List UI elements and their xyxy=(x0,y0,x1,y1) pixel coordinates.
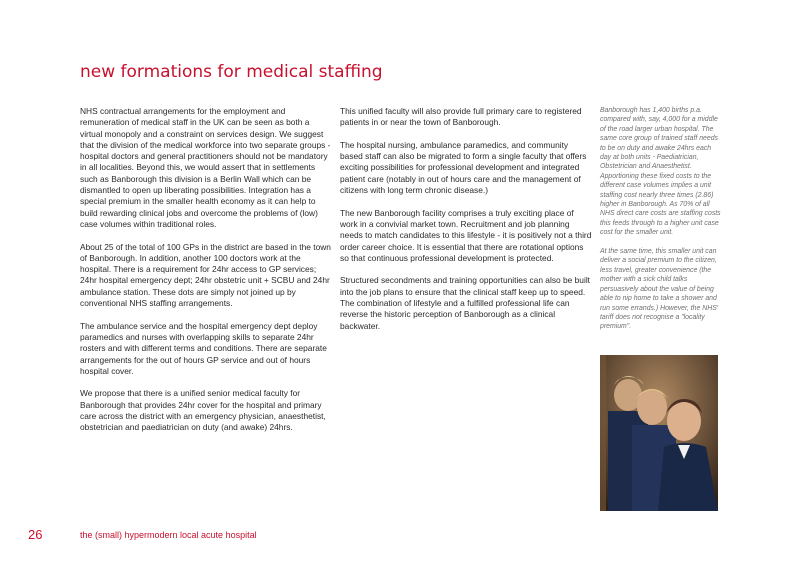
body-column-right xyxy=(340,106,592,343)
paragraph: The hospital nursing, ambulance paramedics, and community based staff can also be migrated to form a single faculty that offers exciting possibilities for professional development and integrated patient care (notably in out of hours care and the management of citizens with long term chronic disease.) xyxy=(340,139,587,196)
paragraph: The ambulance service and the hospital emergency dept deploy paramedics and nurses with overlapping skills to separate 24hr rosters and with different terms and conditions. There are separate arrangements for the out of hours GP service and out of hours hospital cover. xyxy=(80,320,327,376)
page-number: 26 xyxy=(28,527,43,542)
sidebar-note xyxy=(600,106,722,341)
sidebar-paragraph: At the same time, this smaller unit can deliver a social premium to the citizen, less travel, greater convenience (the mother with a sick child talks persuasively about the value of being able to nip home to take a shower and run some errands.) However, the NHS' tariff does not recognise a "locality premium". xyxy=(600,248,719,331)
sidebar-paragraph: Banborough has 1,400 births p.a. compared with, say, 4,000 for a middle of the road larger urban hospital. The same core group of trained staff needs to be on duty and awake 24hrs each day at both units - Paediatrician, Obstetrician and Anaesthetist. Apportioning these fixed costs to the different case volumes implies a unit staffing cost nearly three times (2.86) higher in Banborough. As 70% of all NHS direct care costs are staffing costs this feeds through to a higher unit case cost for the smaller unit. xyxy=(600,107,721,237)
paragraph: About 25 of the total of 100 GPs in the district are based in the town of Banborough. In addition, another 100 doctors work at the hospital. There is a requirement for 24hr access to GP services; 24hr hospital emergency dept; 24hr obstetric unit + SCBU and 24hr ambulance station. These dots are simply not joined up by conventional NHS staffing arrangements. xyxy=(80,241,331,309)
paragraph: This unified faculty will also provide full primary care to registered patients in or near the town of Banborough. xyxy=(340,106,582,128)
paragraph: The new Banborough facility comprises a truly exciting place of work in a convivial market town. Recruitment and job planning needs to match candidates to this lifestyle - it is positively not a third order career choice. It is essential that there are rotational options so that continuous professional development is protected. xyxy=(340,207,592,263)
paragraph: NHS contractual arrangements for the employment and remuneration of medical staff in the UK can be seen as both a virtual monopoly and a constraint on services design. We suggest that the division of the medical workforce into two separate groups - hospital doctors and general practitioners should not be mandatory in all localities. Beyond this, we would assert that in settlements such as Banborough this division is a Berlin Wall which can be dismantled to open up liberating possibilities. Integration has a special premium in the smaller health economy as it can help to build rewarding clinical jobs and overcome the problems of (low) case volumes within traditional roles. xyxy=(80,106,331,229)
page-title: new formations for medical staffing xyxy=(80,62,383,82)
body-column-left xyxy=(80,106,332,445)
publication-title: the (small) hypermodern local acute hospital xyxy=(80,530,257,540)
paragraph: Structured secondments and training opportunities can also be built into the job plans to ensure that the clinical staff keep up to speed. The combination of lifestyle and a fulfilled professional life can reverse the historic perception of Banborough as a clinical backwater. xyxy=(340,275,591,331)
paragraph: We propose that there is a unified senior medical faculty for Banborough that provides 24hr cover for the hospital and primary care across the district with an emergency physician, anaesthetist, obstetrician and paediatrician on duty (and awake) 24hrs. xyxy=(80,388,326,433)
staff-photo xyxy=(600,355,718,511)
